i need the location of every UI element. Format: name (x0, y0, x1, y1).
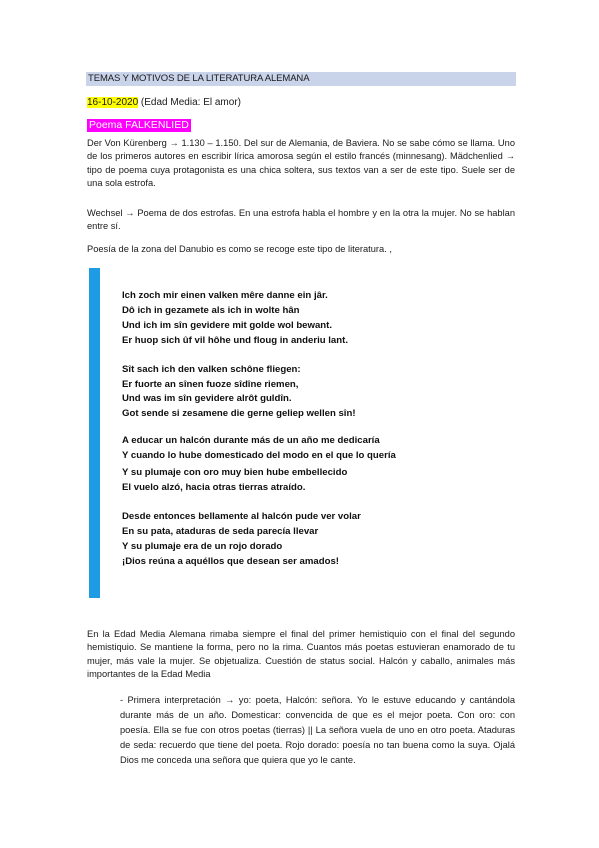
poem-text (122, 289, 502, 584)
poem-line: Und ich im sîn gevidere mit golde wol bewant. (122, 319, 333, 331)
date-highlight: 16-10-2020 (87, 97, 139, 108)
poem-line: ¡Dios reúna a aquéllos que desean ser amados! (122, 555, 339, 567)
poem-line: El vuelo alzó, hacia otras tierras atraído. (122, 482, 306, 494)
document-header: TEMAS Y MOTIVOS DE LA LITERATURA ALEMANA (86, 72, 516, 86)
poem-title: Poema FALKENLIED (89, 119, 189, 131)
poem-line: Ich zoch mir einen valken mêre danne ein jâr. (122, 290, 328, 301)
paragraph-wechsel: Wechsel → Poema de dos estrofas. En una estrofa habla el hombre y en la otra la mujer. No se hablan entre sí. (87, 208, 515, 232)
paragraph-edad-media: En la Edad Media Alemana rimaba siempre el final del primer hemistiquio con el final del segundo hemistiquio. Se mantiene la forma, pero no la rima. Cuantos más poetas estuvieran enamorado de tu mujer, más vale la mujer. Se objetualiza. Cuestión de status social. Halcón y caballo, animales más importantes de la Edad Media (87, 629, 515, 680)
paragraph-danubio: Poesía de la zona del Danubio es como se recoge este tipo de literatura. , (87, 244, 392, 254)
date-line (87, 97, 241, 109)
bullet-interpretation: - Primera interpretación → yo: poeta, Halcón: señora. Yo le estuve educando y cantándola durante más de un año. Domesticar: convencida de que es el mejor poeta. Con oro: con poesía. Ella se fue con otros poetas (tierras) || La señora vuela de uno en otro poeta. Ataduras de seda: recuerdo que tiene del poeta. Rojo dorado: poesía no tan buena como la suya. Ojalá Dios me conceda una señora que quiera que yo le cante. (120, 695, 515, 766)
poem-line: En su pata, ataduras de seda parecía llevar (122, 525, 319, 537)
poem-line: Dô ich in gezamete als ich in wolte hân (122, 304, 300, 316)
poem-stanza-2 (122, 363, 502, 423)
poem-accent-bar (89, 268, 100, 598)
poem-line: Desde entonces bellamente al halcón pude ver volar (122, 511, 361, 523)
poem-stanza-4 (122, 510, 502, 570)
poem-line: A educar un halcón durante más de un año me dedicaría (122, 435, 380, 447)
poem-line: Er fuorte an sînen fuoze sîdîne riemen, (122, 378, 299, 390)
paragraph-kurenberg: Der Von Kürenberg → 1.130 – 1.150. Del sur de Alemania, de Baviera. No se sabe cómo se llama. Uno de los primeros autores en escribir lírica amorosa según el estilo francés (minnesang). Mädchenlied → tipo de poema cuya protagonista es una chica soltera, sus textos van a ser de este tipo. Suele ser de una sola estrofa. (87, 138, 515, 189)
poem-line: Er huop sich ûf vil hôhe und floug in anderiu lant. (122, 334, 348, 346)
date-context: (Edad Media: El amor) (138, 97, 241, 108)
poem-line: Got sende si zesamene die gerne geliep wellen sîn! (122, 408, 356, 420)
poem-line: Y su plumaje con oro muy bien hube embellecido (122, 467, 348, 479)
poem-image (89, 268, 513, 598)
poem-line: Und was im sîn gevidere alrôt guldîn. (122, 393, 292, 405)
poem-line: Y cuando lo hube domesticado del modo en el que lo quería (122, 450, 396, 462)
poem-stanza-3 (122, 436, 502, 496)
poem-line: Sît sach ich den valken schône fliegen: (122, 363, 301, 375)
poem-line: Y su plumaje era de un rojo dorado (122, 540, 283, 552)
poem-stanza-1 (122, 289, 502, 349)
